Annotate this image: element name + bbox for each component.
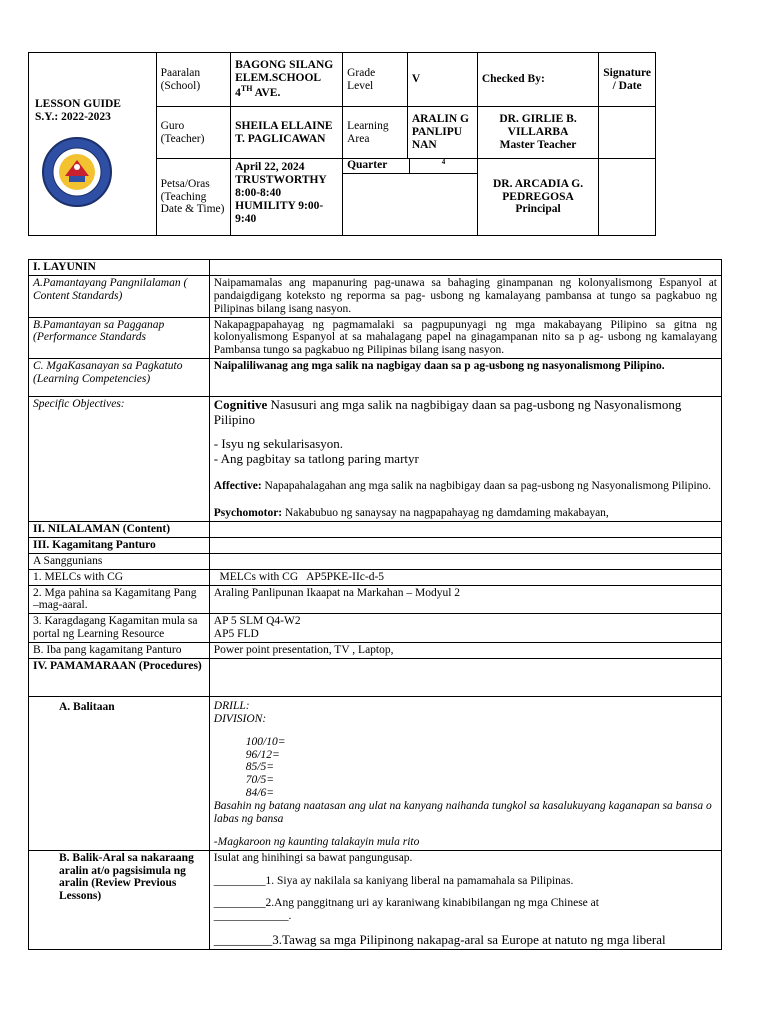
performance-standards-text: Nakapagpapahayag ng pagmamalaki sa pagpupunyagi ng mga makabayang Pilipino sa gitna ng kolonyalismong Espanyol at sa mahalagang papel na ginagampanan nito sa p ag- usbong ng kamalayang Pambansa tungo sa pagkabuo ng Pilipinas bilang isang nasyon. bbox=[209, 317, 721, 359]
balik-aral-intro: Isulat ang hinihingi sa bawat pangungusap. bbox=[213, 851, 413, 864]
division-problem: 96/12= bbox=[245, 748, 280, 761]
q1-text: 1. Siya ay nakilala sa kaniyang liberal na pamamahala sa Pilipinas. bbox=[265, 874, 574, 887]
competencies-label: C. MgaKasanayan sa Pagkatuto (Learning Competencies) bbox=[29, 359, 210, 397]
objectives-label: Specific Objectives: bbox=[29, 397, 210, 522]
cognitive-label: Cognitive bbox=[213, 397, 268, 413]
signature-cell-1 bbox=[599, 107, 656, 159]
school-value: BAGONG SILANG ELEM.SCHOOL 4TH AVE. bbox=[231, 53, 343, 107]
division-problem: 100/10= bbox=[245, 735, 286, 748]
q2-text: 2.Ang panggitnang uri ay karaniwang kinabibilangan ng mga Chinese at bbox=[265, 897, 599, 910]
q1-blank: _________ bbox=[213, 874, 266, 887]
checker1-name: DR. GIRLIE B. VILLARBA bbox=[499, 113, 577, 139]
checker1-cell bbox=[477, 107, 598, 159]
learning-area-label: Learning Area bbox=[343, 107, 408, 159]
pahina-label: 2. Mga pahina sa Kagamitang Pang –mag-aaral. bbox=[29, 585, 210, 614]
cognitive-text: Nasusuri ang mga salik na nagbibigay daan sa pag-usbong ng Nasyonalismong Pilipino bbox=[213, 397, 682, 427]
checker2-title: Principal bbox=[515, 203, 561, 216]
layunin-heading: I. LAYUNIN bbox=[29, 260, 210, 276]
checker2-name: DR. ARCADIA G. PEDREGOSA bbox=[492, 177, 584, 203]
nilalaman-heading: II. NILALAMAN (Content) bbox=[29, 522, 210, 538]
performance-standards-label: B.Pamantayan sa Pagganap (Performance Standards bbox=[29, 317, 210, 359]
quarter-label: Quarter bbox=[343, 159, 410, 173]
karagdagan-value-1: AP 5 SLM Q4-W2 bbox=[213, 615, 301, 628]
division-problem: 85/5= bbox=[245, 761, 274, 774]
affective-text: Napapahalagahan ang mga salik na nagbibigay daan sa pag-usbong ng Nasyonalismong Pilipino. bbox=[261, 480, 712, 493]
quarter-cell bbox=[343, 159, 478, 236]
section-2: HUMILITY 9:00-9:40 bbox=[235, 199, 324, 225]
date-label: Petsa/Oras (Teaching Date & Time) bbox=[156, 159, 231, 236]
psychomotor-label: Psychomotor: bbox=[213, 507, 283, 520]
balik-aral-cell bbox=[209, 850, 721, 949]
checker1-title: Master Teacher bbox=[499, 138, 577, 151]
date-value: April 22, 2024 bbox=[235, 161, 305, 173]
drill-label: DRILL: bbox=[213, 699, 250, 712]
balik-aral-label: B. Balik-Aral sa nakaraang aralin at/o pagsisimula ng aralin (Review Previous Lessons) bbox=[29, 850, 210, 949]
objective-bullet-2: - Ang pagbitay sa tatlong paring martyr bbox=[213, 450, 419, 466]
competencies-text: Naipaliliwanag ang mga salik na nagbigay daan sa p ag-usbong ng nasyonalismong Pilipino. bbox=[209, 359, 721, 397]
balitaan-label: A. Balitaan bbox=[29, 696, 210, 850]
date-cell bbox=[231, 159, 343, 236]
karagdagan-label: 3. Karagdagang Kagamitan mula sa portal ng Learning Resource bbox=[29, 614, 210, 643]
balitaan-cell bbox=[209, 696, 721, 850]
section-1: TRUSTWORTHY 8:00-8:40 bbox=[235, 173, 327, 199]
balitaan-instruction: Basahin ng batang naatasan ang ulat na kanyang naihanda tungkol sa kasalukuyang kaganapan sa bansa o labas ng bansa bbox=[213, 800, 712, 825]
pahina-value: Araling Panlipunan Ikaapat na Markahan – Modyul 2 bbox=[209, 585, 721, 614]
objectives-cell bbox=[209, 397, 721, 522]
signature-cell-2 bbox=[599, 159, 656, 236]
lesson-table bbox=[28, 259, 722, 950]
header-table bbox=[28, 52, 656, 236]
grade-value: V bbox=[407, 53, 477, 107]
sanggunian-label: A Sanggunians bbox=[29, 553, 210, 569]
q2-blank: _________ bbox=[213, 897, 266, 910]
pamamaraan-heading: IV. PAMAMARAAN (Procedures) bbox=[29, 658, 210, 696]
teacher-label: Guro (Teacher) bbox=[156, 107, 231, 159]
melcs-label: 1. MELCs with CG bbox=[29, 569, 210, 585]
school-label: Paaralan (School) bbox=[156, 53, 231, 107]
checker2-cell bbox=[477, 159, 598, 236]
q3-text: 3.Tawag sa mga Pilipinong nakapag-aral sa Europe at natuto ng mga liberal bbox=[272, 932, 666, 948]
school-year: S.Y.: 2022-2023 bbox=[35, 111, 111, 123]
learning-area-value: ARALIN G PANLIPU NAN bbox=[407, 107, 477, 159]
iba-pang-label: B. Iba pang kagamitang Panturo bbox=[29, 643, 210, 659]
deped-seal-icon bbox=[41, 136, 113, 208]
grade-label: Grade Level bbox=[343, 53, 408, 107]
content-standards-label: A.Pamantayang Pangnilalaman ( Content Standards) bbox=[29, 275, 210, 317]
melcs-value: MELCs with CG AP5PKE-IIc-d-5 bbox=[209, 569, 721, 585]
lesson-guide-cell bbox=[29, 53, 157, 236]
balitaan-discussion: -Magkaroon ng kaunting talakayin mula rito bbox=[213, 835, 420, 848]
kagamitan-heading: III. Kagamitang Panturo bbox=[29, 537, 210, 553]
content-standards-text: Naipamamalas ang mapanuring pag-unawa sa bahaging ginampanan ng kolonyalismong Espanyol at pandaigdigang koteksto ng reporma sa pag- usbong ng kamalayang pambansa at tungo sa pagkabuo ng Pilipinas bilang isang nasyon. bbox=[209, 275, 721, 317]
quarter-value: 4 bbox=[441, 158, 446, 166]
division-problems bbox=[214, 736, 717, 800]
affective-label: Affective: bbox=[213, 480, 262, 493]
checked-by-label: Checked By: bbox=[477, 53, 598, 107]
karagdagan-value-2: AP5 FLD bbox=[213, 628, 259, 641]
division-problem: 70/5= bbox=[245, 774, 274, 787]
division-label: DIVISION: bbox=[213, 712, 267, 725]
psychomotor-text: Nakabubuo ng sanaysay na nagpapahayag ng damdaming makabayan, bbox=[282, 507, 609, 520]
objective-bullet-1: - Isyu ng sekularisasyon. bbox=[213, 436, 344, 452]
iba-pang-value: Power point presentation, TV , Laptop, bbox=[209, 643, 721, 659]
teacher-value: SHEILA ELLAINE T. PAGLICAWAN bbox=[231, 107, 343, 159]
signature-label: Signature / Date bbox=[599, 53, 656, 107]
karagdagan-cell bbox=[209, 614, 721, 643]
lesson-guide-title: LESSON GUIDE bbox=[35, 98, 121, 111]
q2-tail: _____________. bbox=[213, 910, 292, 923]
q3-blank: _________ bbox=[213, 932, 273, 948]
division-problem: 84/6= bbox=[245, 787, 274, 800]
